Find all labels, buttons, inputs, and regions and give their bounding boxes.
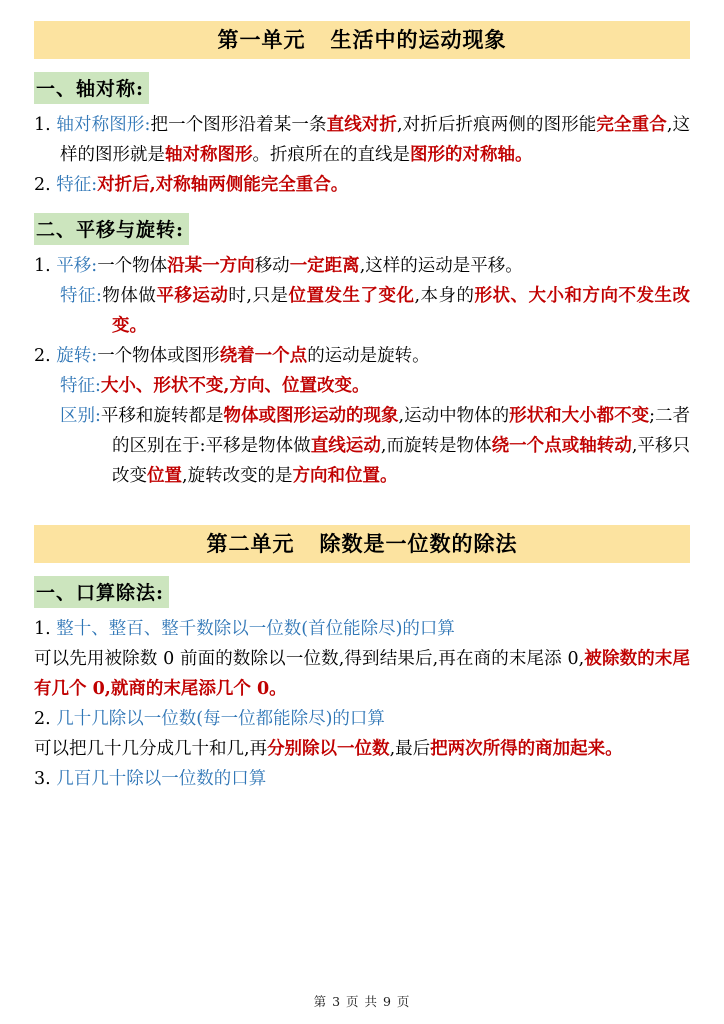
item-body bbox=[34, 644, 690, 704]
run-text: 物体或图形运动的现象 bbox=[223, 406, 399, 426]
item-number: 1. bbox=[34, 619, 51, 639]
run-text: 对折后,对称轴两侧能完全重合。 bbox=[97, 175, 349, 195]
item-number: 2. bbox=[34, 346, 51, 366]
item-title: 整十、整百、整千数除以一位数(首位能除尽)的口算 bbox=[56, 619, 455, 639]
item-title: 几十几除以一位数(每一位都能除尽)的口算 bbox=[56, 709, 385, 729]
section-body-oral-division bbox=[34, 614, 690, 794]
item-label: 旋转 bbox=[56, 346, 92, 366]
run-text: ,这样的图形就是 bbox=[60, 115, 691, 165]
item-number: 1. bbox=[34, 256, 51, 276]
item-label: 平移 bbox=[56, 256, 92, 276]
run-text: 直线运动 bbox=[310, 436, 381, 456]
unit-spacer bbox=[0, 491, 724, 525]
list-item bbox=[34, 764, 690, 794]
sub-colon: : bbox=[95, 406, 101, 426]
run-text: 分别除以一位数 bbox=[267, 739, 390, 759]
top-spacer bbox=[0, 0, 724, 21]
run-text: 。折痕所在的直线是 bbox=[252, 145, 410, 165]
section-heading-translation-rotation: 二、平移与旋转: bbox=[34, 213, 189, 245]
item-number: 3. bbox=[34, 769, 51, 789]
run-text: ,这样的运动是平移。 bbox=[359, 256, 523, 276]
list-item bbox=[34, 251, 690, 281]
list-item bbox=[34, 170, 690, 200]
item-number: 2. bbox=[34, 709, 51, 729]
item-label: 特征 bbox=[56, 175, 92, 195]
sub-label: 区别 bbox=[60, 406, 96, 426]
section-heading-wrap-axisymmetry bbox=[34, 59, 690, 110]
run-text: 物体做 bbox=[101, 286, 157, 306]
item-number: 1. bbox=[34, 115, 51, 135]
run-text: 完全重合 bbox=[596, 115, 667, 135]
run-text: 可以把几十几分成几十和几,再 bbox=[34, 739, 268, 759]
run-text: 一个物体 bbox=[97, 256, 168, 276]
run-text: 平移运动 bbox=[156, 286, 229, 306]
run-text: 形状、大小和方向不发生改变。 bbox=[112, 286, 691, 336]
run-text: 位置 bbox=[147, 466, 182, 486]
run-text: 位置发生了变化 bbox=[288, 286, 415, 306]
list-item bbox=[34, 704, 690, 734]
sub-item-feature bbox=[34, 371, 690, 401]
item-label: 轴对称图形 bbox=[56, 115, 145, 135]
sub-label: 特征 bbox=[60, 286, 96, 306]
list-item bbox=[34, 110, 690, 170]
run-text: ,旋转改变的是 bbox=[182, 466, 293, 486]
run-text: 绕着一个点 bbox=[219, 346, 308, 366]
run-text: 直线对折 bbox=[326, 115, 398, 135]
sub-colon: : bbox=[96, 286, 102, 306]
item-colon: : bbox=[144, 115, 151, 135]
run-text: 平移和旋转都是 bbox=[100, 406, 224, 426]
run-text: 沿某一方向 bbox=[167, 256, 255, 276]
sub-item-feature bbox=[34, 281, 690, 341]
run-text: 的运动是旋转。 bbox=[307, 346, 430, 366]
run-text: 时,只是 bbox=[228, 286, 289, 306]
run-text: 大小、形状不变,方向、位置改变。 bbox=[100, 376, 370, 396]
run-text: ,运动中物体的 bbox=[398, 406, 510, 426]
item-colon: : bbox=[91, 256, 98, 276]
run-text: 移动 bbox=[254, 256, 290, 276]
sub-colon: : bbox=[95, 376, 101, 396]
list-item bbox=[34, 341, 690, 371]
section-body-axisymmetry bbox=[34, 110, 690, 200]
run-text: 被除数的末尾有几个 0,就商的末尾添几个 0。 bbox=[34, 649, 690, 699]
run-text: 方向和位置。 bbox=[292, 466, 398, 486]
page-footer: 第 3 页 共 9 页 bbox=[313, 994, 411, 1009]
run-text: 绕一个点或轴转动 bbox=[491, 436, 632, 456]
section-body-translation-rotation bbox=[34, 251, 690, 491]
item-body bbox=[34, 734, 690, 764]
item-title: 几百几十除以一位数的口算 bbox=[56, 769, 267, 789]
run-text: 一个物体或图形 bbox=[97, 346, 220, 366]
list-item bbox=[34, 614, 690, 644]
item-number: 2. bbox=[34, 175, 51, 195]
run-text: 把两次所得的商加起来。 bbox=[430, 739, 623, 759]
run-text: 可以先用被除数 0 前面的数除以一位数,得到结果后,再在商的末尾添 0, bbox=[34, 649, 585, 669]
run-text: ;二者的区别在于:平移是物体做 bbox=[112, 406, 691, 456]
sub-label: 特征 bbox=[60, 376, 95, 396]
run-text: 一定距离 bbox=[289, 256, 360, 276]
run-text: ,平移只改变 bbox=[112, 436, 691, 486]
run-text: ,对折后折痕两侧的图形能 bbox=[397, 115, 597, 135]
item-colon: : bbox=[91, 175, 98, 195]
run-text: 把一个图形沿着某一条 bbox=[150, 115, 327, 135]
unit-banner-2: 第二单元 除数是一位数的除法 bbox=[34, 525, 690, 563]
section-heading-wrap-oral-division bbox=[34, 563, 690, 614]
run-text: 图形的对称轴。 bbox=[410, 145, 533, 165]
item-colon: : bbox=[91, 346, 98, 366]
unit-banner-1: 第一单元 生活中的运动现象 bbox=[34, 21, 690, 59]
run-text: ,最后 bbox=[389, 739, 431, 759]
run-text: 形状和大小都不变 bbox=[509, 406, 650, 426]
run-text: ,而旋转是物体 bbox=[380, 436, 492, 456]
run-text: 轴对称图形 bbox=[165, 145, 253, 165]
section-heading-wrap-translation-rotation bbox=[34, 200, 690, 251]
run-text: ,本身的 bbox=[414, 286, 475, 306]
sub-item-difference bbox=[34, 401, 690, 491]
section-heading-oral-division: 一、口算除法: bbox=[34, 576, 169, 608]
section-heading-axisymmetry: 一、轴对称: bbox=[34, 72, 149, 104]
